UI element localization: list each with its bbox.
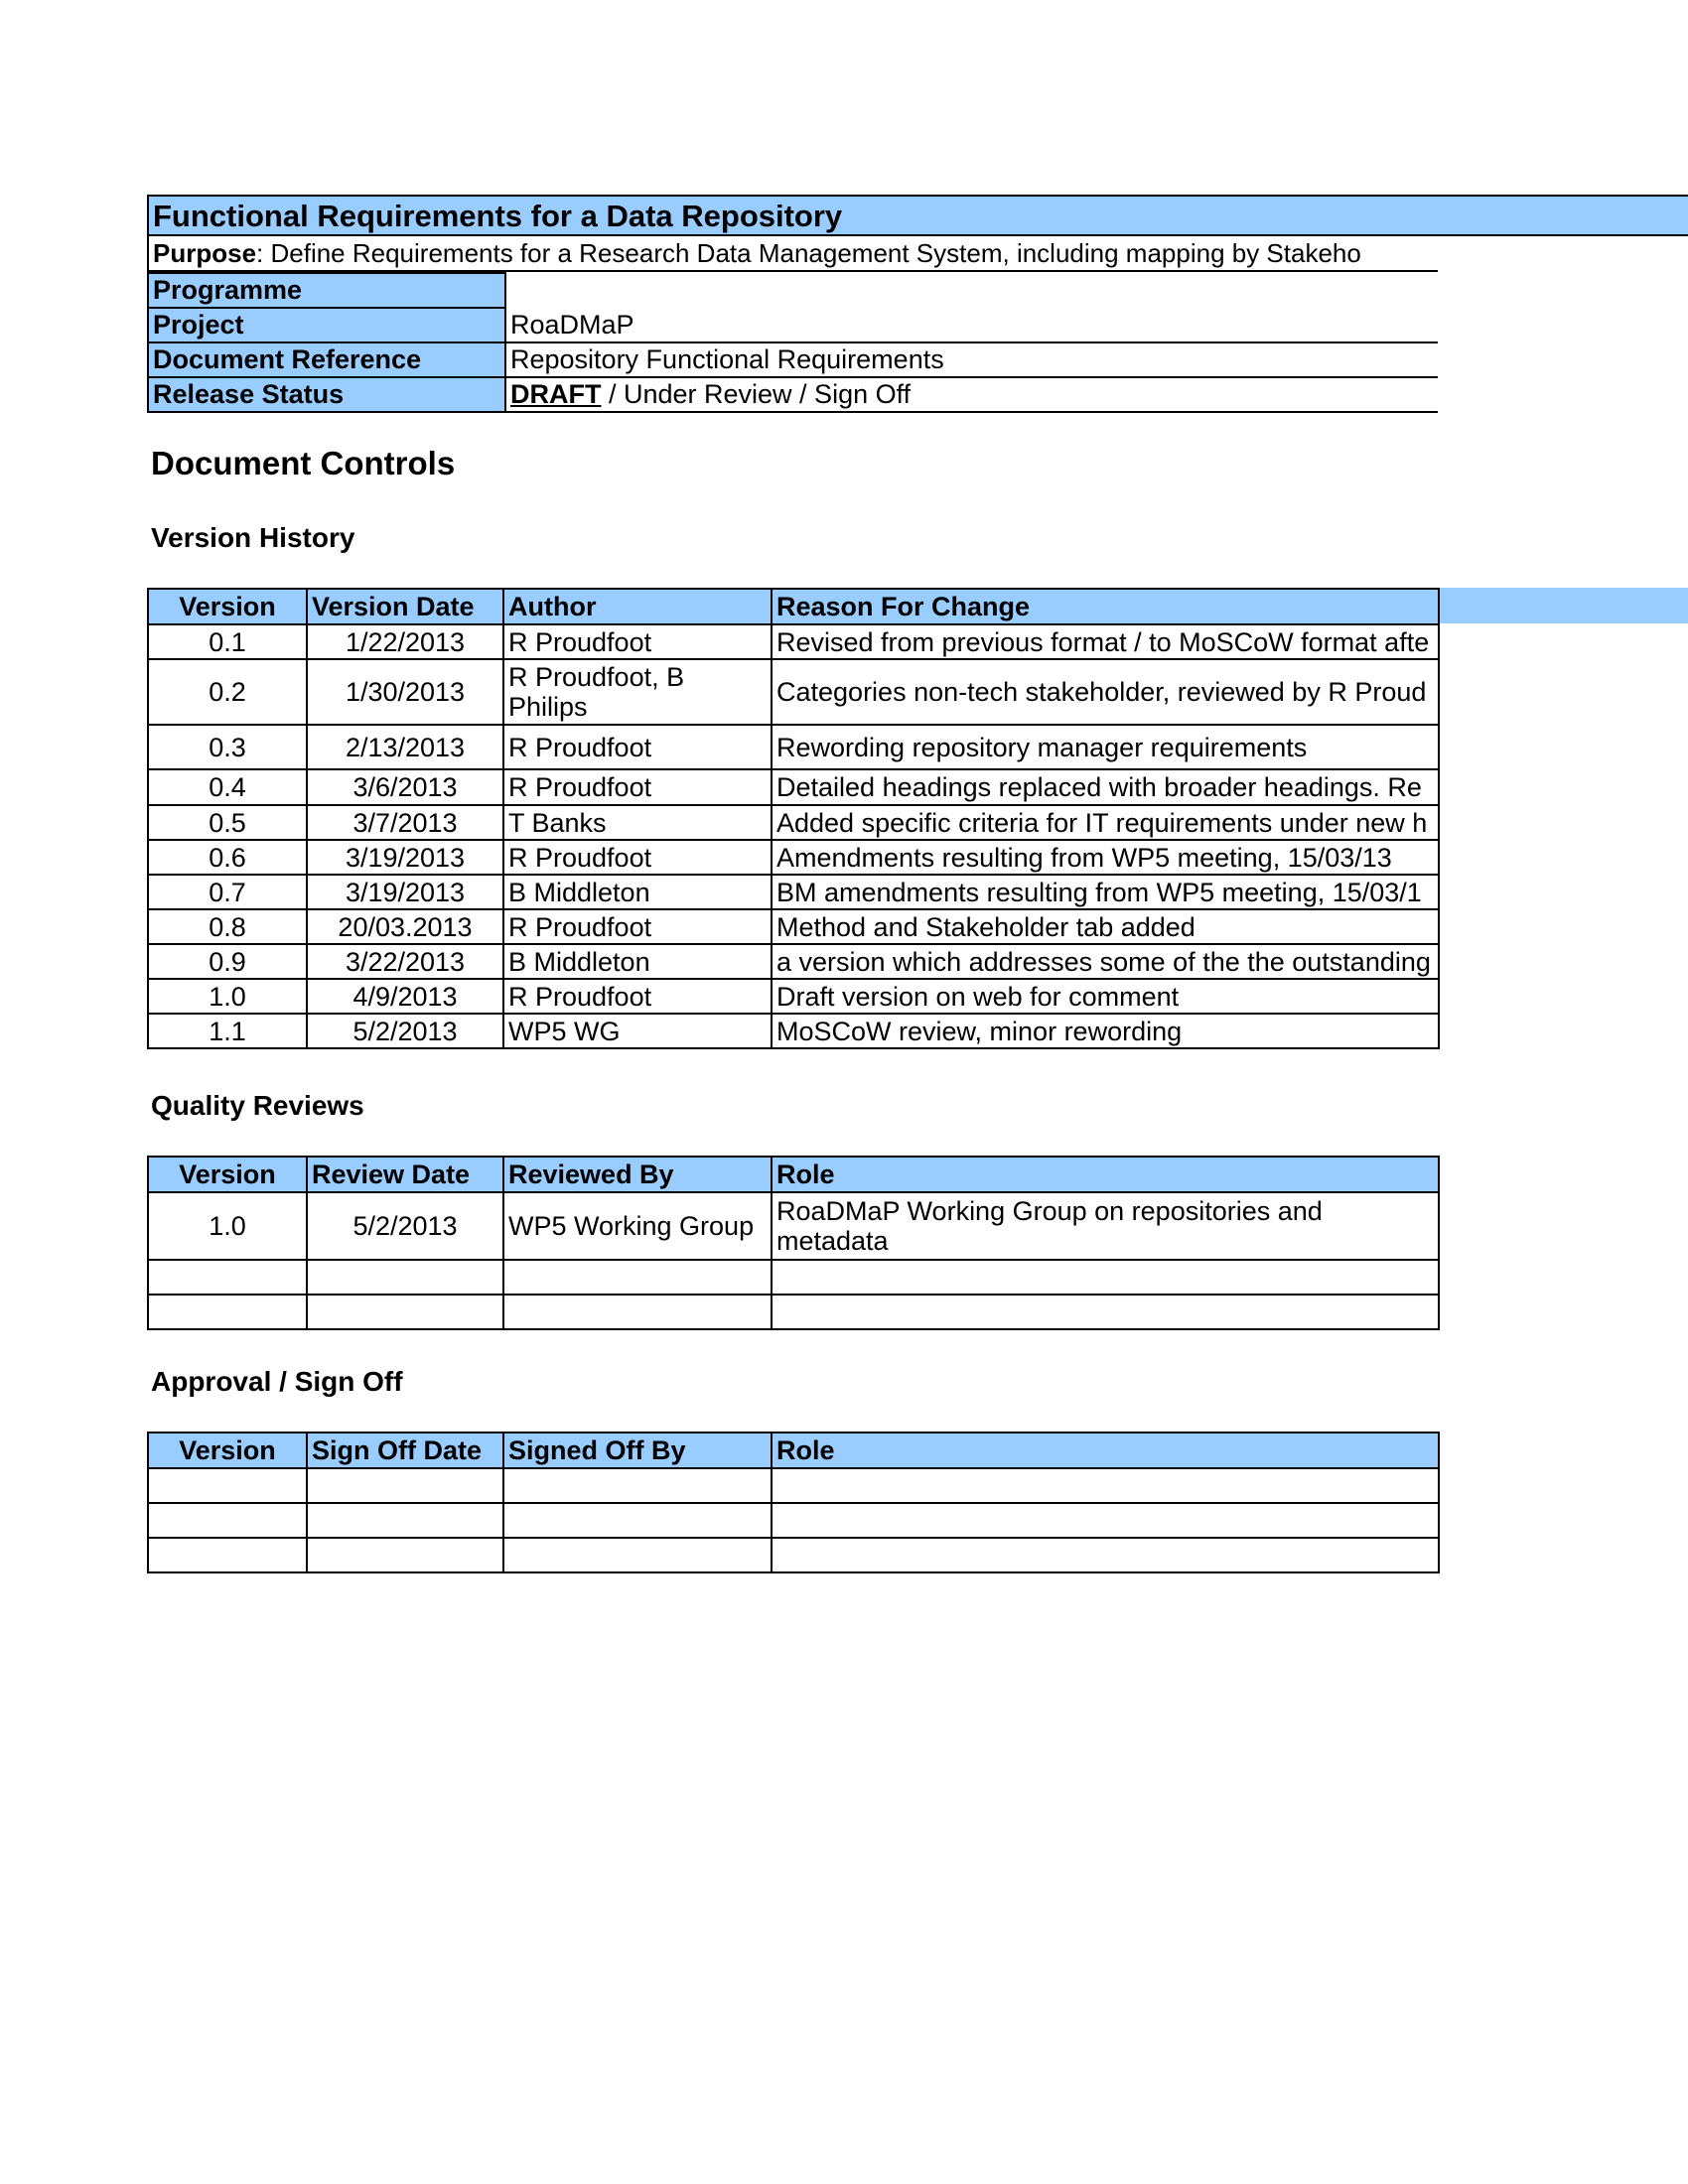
meta-row-project (148, 308, 1438, 342)
cell-version: 0.1 (148, 624, 307, 659)
document-controls-heading: Document Controls (151, 445, 456, 481)
approval-table (147, 1432, 1440, 1573)
cell-signer (503, 1538, 772, 1572)
version-history-heading: Version History (151, 522, 355, 553)
cell-author: B Middleton (503, 944, 772, 979)
table-row (148, 1503, 1439, 1538)
cell-version: 1.0 (148, 979, 307, 1014)
cell-role (772, 1503, 1439, 1538)
cell-version (148, 1468, 307, 1503)
cell-signer (503, 1468, 772, 1503)
column-header: Version (148, 589, 307, 624)
cell-version (148, 1260, 307, 1295)
cell-reviewer (503, 1295, 772, 1329)
cell-version: 0.6 (148, 840, 307, 875)
table-row (148, 1192, 1439, 1260)
cell-role (772, 1295, 1439, 1329)
cell-reason: MoSCoW review, minor rewording (772, 1014, 1439, 1048)
cell-reason: Rewording repository manager requirements (772, 725, 1439, 769)
cell-reason: BM amendments resulting from WP5 meeting, 15/03/1 (772, 875, 1439, 909)
header-fill-extension (1438, 588, 1688, 623)
table-row (148, 1468, 1439, 1503)
cell-version: 0.8 (148, 909, 307, 944)
cell-version: 0.9 (148, 944, 307, 979)
cell-role (772, 1260, 1439, 1295)
meta-key: Programme (148, 273, 505, 308)
purpose-text: : Define Requirements for a Research Data Management System, including mapping by Stakeho (256, 238, 1361, 268)
cell-reason: Amendments resulting from WP5 meeting, 15/03/13 (772, 840, 1439, 875)
cell-role (772, 1468, 1439, 1503)
cell-date: 5/2/2013 (307, 1014, 503, 1048)
approval-heading: Approval / Sign Off (151, 1366, 403, 1397)
cell-reason: Detailed headings replaced with broader headings. Re (772, 769, 1439, 805)
table-row (148, 1538, 1439, 1572)
release-status-value (505, 377, 1438, 412)
table-row (148, 659, 1439, 725)
meta-value: RoaDMaP (505, 308, 1438, 342)
cell-author: R Proudfoot (503, 909, 772, 944)
cell-version (148, 1295, 307, 1329)
meta-key: Document Reference (148, 342, 505, 377)
column-header: Role (772, 1157, 1439, 1192)
column-header: Signed Off By (503, 1433, 772, 1468)
cell-reason: a version which addresses some of the the outstanding (772, 944, 1439, 979)
cell-reviewer: WP5 Working Group (503, 1192, 772, 1260)
table-row (148, 840, 1439, 875)
cell-role: RoaDMaP Working Group on repositories and metadata (772, 1192, 1439, 1260)
cell-version: 0.2 (148, 659, 307, 725)
column-header: Version (148, 1157, 307, 1192)
table-row (148, 769, 1439, 805)
purpose-row (147, 236, 1438, 272)
table-row (148, 624, 1439, 659)
table-header-row (148, 1157, 1439, 1192)
cell-date: 20/03.2013 (307, 909, 503, 944)
cell-date: 1/30/2013 (307, 659, 503, 725)
meta-key: Project (148, 308, 505, 342)
cell-author: R Proudfoot (503, 979, 772, 1014)
cell-role (772, 1538, 1439, 1572)
table-row (148, 875, 1439, 909)
cell-reviewer (503, 1260, 772, 1295)
cell-author: B Middleton (503, 875, 772, 909)
cell-author: R Proudfoot (503, 624, 772, 659)
quality-reviews-heading: Quality Reviews (151, 1090, 364, 1121)
cell-date (307, 1538, 503, 1572)
cell-version (148, 1503, 307, 1538)
quality-reviews-table (147, 1156, 1440, 1330)
column-header: Author (503, 589, 772, 624)
cell-author: WP5 WG (503, 1014, 772, 1048)
cell-date: 3/19/2013 (307, 840, 503, 875)
cell-date (307, 1295, 503, 1329)
cell-version: 1.1 (148, 1014, 307, 1048)
meta-row-release-status (148, 377, 1438, 412)
meta-value: Repository Functional Requirements (505, 342, 1438, 377)
document-title: Functional Requirements for a Data Repository (147, 195, 1688, 236)
cell-reason: Method and Stakeholder tab added (772, 909, 1439, 944)
cell-date: 3/19/2013 (307, 875, 503, 909)
cell-author: R Proudfoot, B Philips (503, 659, 772, 725)
meta-row-programme (148, 273, 1438, 308)
version-history-table (147, 588, 1440, 1049)
table-row (148, 944, 1439, 979)
table-row (148, 1014, 1439, 1048)
cell-reason: Categories non-tech stakeholder, reviewed by R Proud (772, 659, 1439, 725)
table-row (148, 979, 1439, 1014)
table-header-row (148, 589, 1439, 624)
cell-version: 0.4 (148, 769, 307, 805)
column-header: Reason For Change (772, 589, 1439, 624)
meta-row-document-reference (148, 342, 1438, 377)
table-row (148, 805, 1439, 840)
table-row (148, 1260, 1439, 1295)
cell-date: 3/6/2013 (307, 769, 503, 805)
cell-version: 0.7 (148, 875, 307, 909)
column-header: Sign Off Date (307, 1433, 503, 1468)
cell-date: 4/9/2013 (307, 979, 503, 1014)
purpose-label: Purpose (153, 238, 257, 268)
meta-value (505, 273, 1438, 308)
cell-signer (503, 1503, 772, 1538)
cell-author: R Proudfoot (503, 769, 772, 805)
cell-date: 5/2/2013 (307, 1192, 503, 1260)
release-status-rest: / Under Review / Sign Off (601, 379, 912, 409)
table-row (148, 1295, 1439, 1329)
cell-date (307, 1260, 503, 1295)
cell-reason: Added specific criteria for IT requirements under new h (772, 805, 1439, 840)
cell-date (307, 1503, 503, 1538)
cell-date: 1/22/2013 (307, 624, 503, 659)
cell-version: 0.3 (148, 725, 307, 769)
cell-date: 3/7/2013 (307, 805, 503, 840)
cell-date: 3/22/2013 (307, 944, 503, 979)
cell-date: 2/13/2013 (307, 725, 503, 769)
document-meta-table (147, 272, 1438, 413)
column-header: Version (148, 1433, 307, 1468)
cell-version: 1.0 (148, 1192, 307, 1260)
cell-version: 0.5 (148, 805, 307, 840)
meta-key: Release Status (148, 377, 505, 412)
cell-reason: Draft version on web for comment (772, 979, 1439, 1014)
column-header: Reviewed By (503, 1157, 772, 1192)
column-header: Role (772, 1433, 1439, 1468)
table-header-row (148, 1433, 1439, 1468)
release-status-draft: DRAFT (510, 379, 602, 409)
cell-version (148, 1538, 307, 1572)
table-row (148, 725, 1439, 769)
cell-reason: Revised from previous format / to MoSCoW format afte (772, 624, 1439, 659)
column-header: Review Date (307, 1157, 503, 1192)
cell-author: R Proudfoot (503, 725, 772, 769)
cell-author: R Proudfoot (503, 840, 772, 875)
table-row (148, 909, 1439, 944)
column-header: Version Date (307, 589, 503, 624)
cell-date (307, 1468, 503, 1503)
cell-author: T Banks (503, 805, 772, 840)
